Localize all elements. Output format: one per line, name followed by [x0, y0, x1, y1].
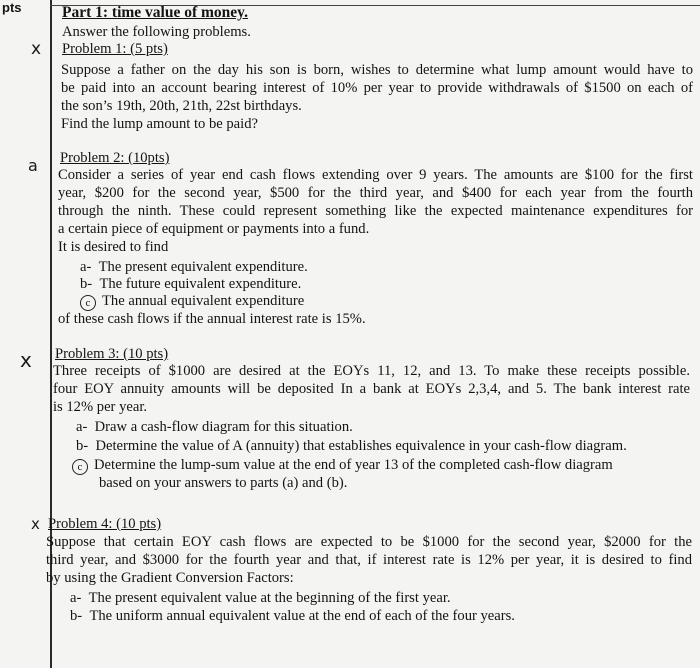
problem-1-heading: Problem 1: (5 pts) [62, 41, 168, 57]
part-title: Part 1: time value of money. [62, 4, 248, 21]
problem-3-item-b [76, 438, 627, 455]
item-marker: b- [70, 608, 83, 624]
item-text: The future equivalent expenditure. [99, 276, 302, 292]
problem-3-item-a [76, 419, 353, 436]
circled-c-icon: c [80, 295, 96, 311]
problem-3-item-c [72, 457, 613, 475]
circled-c-icon: c [72, 459, 88, 475]
item-text: The uniform annual equivalent value at the end of each of the four years. [89, 608, 515, 624]
problem-4-line-3: by using the Gradient Conversion Factors: [46, 570, 294, 586]
problem-4-line-2: third year, and $3000 for the fourth year and that, if interest rate is 12% per year, it is desired to find [46, 552, 692, 568]
problem-2-item-c [80, 293, 304, 311]
problem-2-closing: of these cash flows if the annual interest rate is 15%. [58, 311, 366, 327]
item-marker: a- [80, 259, 92, 275]
problem-1-question: Find the lump amount to be paid? [61, 116, 258, 132]
problem-3-line-3: is 12% per year. [53, 399, 148, 415]
item-text: Determine the lump-sum value at the end of year 13 of the completed cash-flow diagram [94, 457, 613, 473]
part-instruction: Answer the following problems. [62, 24, 251, 40]
item-text: The annual equivalent expenditure [102, 293, 305, 309]
handwritten-mark-p3: x [20, 348, 32, 372]
handwritten-mark-p1: x [31, 39, 42, 59]
problem-3-line-2: four EOY annuity amounts will be deposited In a bank at EOYs 2,3,4, and 5. The bank interest rate [53, 381, 690, 397]
problem-2-item-b [80, 276, 301, 293]
handwritten-mark-p2: a [28, 156, 38, 175]
problem-3-item-c-continued: based on your answers to parts (a) and (b). [99, 475, 348, 491]
handwritten-mark-p4: x [31, 515, 40, 533]
problem-4-item-a [70, 590, 451, 607]
problem-4-item-b [70, 608, 515, 625]
problem-2-heading: Problem 2: (10pts) [60, 150, 170, 166]
problem-2-line-3: through the ninth. These could represent something like the expected maintenance expenditures for [58, 203, 693, 219]
problem-3-line-1: Three receipts of $1000 are desired at the EOYs 11, 12, and 13. To make these receipts possible. [53, 363, 690, 379]
problem-1-line-2: be paid into an account bearing interest of 10% per year to provide withdrawals of $1500 on each of [61, 80, 693, 96]
item-marker: a- [70, 590, 82, 606]
problem-2-line-4: a certain piece of equipment or payments into a fund. [58, 221, 370, 237]
points-margin-label: pts [2, 0, 22, 15]
problem-2-line-5: It is desired to find [58, 239, 169, 255]
problem-2-line-2: year, $200 for the second year, $500 for the third year, and $400 for each year from the fourth [58, 185, 693, 201]
problem-4-line-1: Suppose that certain EOY cash flows are expected to be $1000 for the second year, $2000 for the [46, 534, 692, 550]
problem-3-heading: Problem 3: (10 pts) [55, 346, 169, 362]
problem-1-line-1: Suppose a father on the day his son is born, wishes to determine what lump amount would have to [61, 62, 693, 78]
problem-2-item-a [80, 259, 308, 276]
problem-1-line-3: the son’s 19th, 20th, 21th, 22st birthdays. [61, 98, 302, 114]
item-marker: b- [80, 276, 93, 292]
item-marker: a- [76, 419, 88, 435]
item-text: The present equivalent expenditure. [98, 259, 308, 275]
problem-2-line-1: Consider a series of year end cash flows extending over 9 years. The amounts are $100 for the first [58, 167, 693, 183]
item-text: Determine the value of A (annuity) that establishes equivalence in your cash-flow diagram. [95, 438, 627, 454]
item-marker: b- [76, 438, 89, 454]
problem-4-heading: Problem 4: (10 pts) [48, 516, 162, 532]
item-text: Draw a cash-flow diagram for this situation. [94, 419, 353, 435]
item-text: The present equivalent value at the beginning of the first year. [88, 590, 451, 606]
